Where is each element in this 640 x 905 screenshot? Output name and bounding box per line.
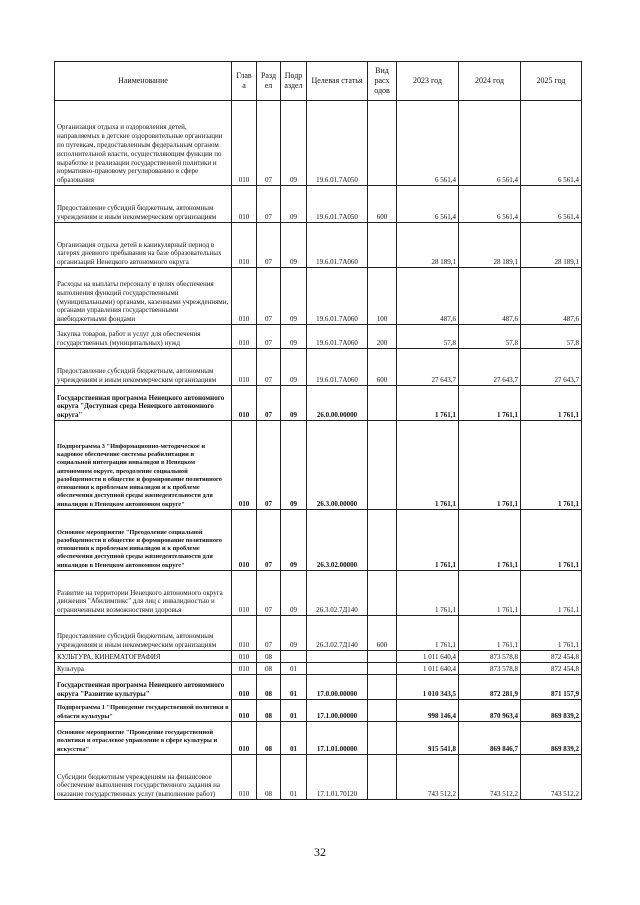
row-2023: 743 512,2 <box>397 755 459 800</box>
row-razdel: 07 <box>257 510 281 571</box>
row-name: Субсидии бюджетным учреждениям на финансовое обеспечение выполнения государственного задания на оказание государственных услуг (выполнение работ) <box>55 755 232 800</box>
row-2025: 743 512,2 <box>521 755 582 800</box>
row-vid <box>368 722 397 755</box>
row-vid <box>368 421 397 510</box>
row-razdel: 08 <box>257 722 281 755</box>
row-glava: 010 <box>232 651 257 663</box>
row-razdel: 07 <box>257 349 281 386</box>
row-statya: 26.0.00.00000 <box>307 386 368 421</box>
row-razdel: 07 <box>257 223 281 268</box>
row-razdel: 08 <box>257 755 281 800</box>
table-row <box>55 421 582 510</box>
row-2023: 998 146,4 <box>397 700 459 722</box>
table-row <box>55 386 582 421</box>
row-podrazdel: 01 <box>281 700 307 722</box>
row-name: КУЛЬТУРА, КИНЕМАТОГРАФИЯ <box>55 651 232 663</box>
row-name: Организация отдыха детей в каникулярный период в лагерях дневного пребывания на базе образовательных организаций Ненецкого автономного округа <box>55 223 232 268</box>
row-statya: 26.3.02.7Д140 <box>307 616 368 651</box>
row-2024: 28 189,1 <box>459 223 521 268</box>
row-2023: 915 541,8 <box>397 722 459 755</box>
row-2023: 6 561,4 <box>397 186 459 223</box>
row-2025: 1 761,1 <box>521 571 582 616</box>
row-vid <box>368 663 397 675</box>
header-podrazdel: Подр аздел <box>281 62 307 101</box>
row-name: Государственная программа Ненецкого автономного округа "Развитие культуры" <box>55 675 232 700</box>
row-2025: 872 454,8 <box>521 651 582 663</box>
table-row <box>55 663 582 675</box>
header-name: Наименование <box>55 62 232 101</box>
row-2025: 1 761,1 <box>521 421 582 510</box>
row-2025: 487,6 <box>521 268 582 325</box>
row-podrazdel: 09 <box>281 349 307 386</box>
row-name: Подпрограмма 1 "Проведение государственной политики в области культуры" <box>55 700 232 722</box>
row-razdel: 07 <box>257 571 281 616</box>
row-vid: 200 <box>368 325 397 349</box>
row-podrazdel: 09 <box>281 386 307 421</box>
row-2024: 6 561,4 <box>459 186 521 223</box>
row-vid <box>368 510 397 571</box>
row-2025: 872 454,8 <box>521 663 582 675</box>
row-2023: 27 643,7 <box>397 349 459 386</box>
row-2023: 1 011 640,4 <box>397 651 459 663</box>
row-razdel: 07 <box>257 325 281 349</box>
table-row <box>55 675 582 700</box>
row-2023: 1 761,1 <box>397 571 459 616</box>
row-2023: 1 761,1 <box>397 616 459 651</box>
row-2023: 487,6 <box>397 268 459 325</box>
row-statya: 17.1.00.00000 <box>307 700 368 722</box>
row-2024: 6 561,4 <box>459 101 521 186</box>
row-glava: 010 <box>232 386 257 421</box>
row-vid <box>368 386 397 421</box>
row-2025: 869 839,2 <box>521 700 582 722</box>
row-name: Организация отдыха и оздоровления детей, направляемых в детские оздоровительные организации по путевкам, предоставленным федеральным органом исполнительной власти, осуществляющим функции по выработке и реализации государственной политики и нормативно-правовому регулированию в сфере образования <box>55 101 232 186</box>
row-2023: 57,8 <box>397 325 459 349</box>
row-2024: 872 281,9 <box>459 675 521 700</box>
row-2025: 6 561,4 <box>521 101 582 186</box>
header-2024: 2024 год <box>459 62 521 101</box>
table-row <box>55 349 582 386</box>
row-razdel: 07 <box>257 616 281 651</box>
header-vid: Вид расх одов <box>368 62 397 101</box>
header-2025: 2025 год <box>521 62 582 101</box>
row-2023: 6 561,4 <box>397 101 459 186</box>
table-row <box>55 101 582 186</box>
row-2024: 57,8 <box>459 325 521 349</box>
row-vid: 600 <box>368 616 397 651</box>
row-podrazdel: 09 <box>281 186 307 223</box>
row-2025: 57,8 <box>521 325 582 349</box>
row-2024: 1 761,1 <box>459 571 521 616</box>
table-row <box>55 510 582 571</box>
row-glava: 010 <box>232 755 257 800</box>
page-number: 32 <box>314 845 326 859</box>
row-razdel: 07 <box>257 386 281 421</box>
budget-table <box>54 61 582 800</box>
row-glava: 010 <box>232 421 257 510</box>
row-podrazdel: 01 <box>281 722 307 755</box>
row-2023: 1 761,1 <box>397 510 459 571</box>
row-statya: 19.6.01.7А060 <box>307 223 368 268</box>
row-glava: 010 <box>232 268 257 325</box>
table-row <box>55 325 582 349</box>
row-2025: 869 839,2 <box>521 722 582 755</box>
row-2023: 1 010 343,5 <box>397 675 459 700</box>
row-vid: 100 <box>368 268 397 325</box>
row-name: Подпрограмма 3 "Информационно-методическое и кадровое обеспечение системы реабилитации и социальной интеграции инвалидов в Ненецком автономном округе, преодоление социальной разобщенности в обществе и формирование позитивного отношения к проблемам инвалидов и к проблеме обеспечения доступной среды жизнедеятельности для инвалидов в Ненецком автономном округе" <box>55 421 232 510</box>
row-2025: 1 761,1 <box>521 616 582 651</box>
header-razdel: Разд ел <box>257 62 281 101</box>
header-row <box>55 62 582 101</box>
row-2024: 27 643,7 <box>459 349 521 386</box>
row-statya: 26.3.00.00000 <box>307 421 368 510</box>
row-2025: 1 761,1 <box>521 510 582 571</box>
row-podrazdel <box>281 651 307 663</box>
row-2024: 487,6 <box>459 268 521 325</box>
row-statya: 26.3.02.00000 <box>307 510 368 571</box>
row-name: Основное мероприятие "Проведение государственной политики и отраслевое управление в сфере культуры и искусства" <box>55 722 232 755</box>
row-glava: 010 <box>232 700 257 722</box>
table-row <box>55 268 582 325</box>
row-statya: 19.6.01.7А060 <box>307 268 368 325</box>
row-name: Развитие на территории Ненецкого автономного округа движения "Абилимпикс" для лиц с инвалидностью и ограниченными возможностями здоровья <box>55 571 232 616</box>
row-podrazdel: 09 <box>281 510 307 571</box>
row-vid <box>368 651 397 663</box>
row-vid <box>368 571 397 616</box>
row-glava: 010 <box>232 101 257 186</box>
row-2024: 1 761,1 <box>459 616 521 651</box>
row-razdel: 07 <box>257 268 281 325</box>
row-name: Основное мероприятие "Преодоление социальной разобщенности в обществе и формирование позитивного отношения к проблемам инвалидов и к проблеме обеспечения доступной среды жизнедеятельности для инвалидов в Ненецком автономном округе" <box>55 510 232 571</box>
row-2025: 1 761,1 <box>521 386 582 421</box>
row-podrazdel: 09 <box>281 571 307 616</box>
row-glava: 010 <box>232 675 257 700</box>
row-2025: 28 189,1 <box>521 223 582 268</box>
row-podrazdel: 09 <box>281 223 307 268</box>
header-statya: Целевая статья <box>307 62 368 101</box>
table-row <box>55 722 582 755</box>
row-2023: 1 761,1 <box>397 421 459 510</box>
row-2025: 27 643,7 <box>521 349 582 386</box>
row-2025: 6 561,4 <box>521 186 582 223</box>
header-glava: Глав а <box>232 62 257 101</box>
row-2024: 869 846,7 <box>459 722 521 755</box>
row-2024: 1 761,1 <box>459 421 521 510</box>
row-statya: 19.6.01.7А050 <box>307 186 368 223</box>
row-razdel: 08 <box>257 700 281 722</box>
row-vid: 600 <box>368 186 397 223</box>
row-podrazdel: 01 <box>281 755 307 800</box>
table-row <box>55 755 582 800</box>
row-glava: 010 <box>232 349 257 386</box>
row-statya: 17.1.01.70120 <box>307 755 368 800</box>
row-razdel: 08 <box>257 675 281 700</box>
row-2023: 1 761,1 <box>397 386 459 421</box>
row-statya: 19.6.01.7А050 <box>307 101 368 186</box>
row-vid <box>368 700 397 722</box>
row-2023: 1 011 640,4 <box>397 663 459 675</box>
row-vid <box>368 675 397 700</box>
row-vid <box>368 101 397 186</box>
row-name: Предоставление субсидий бюджетным, автономным учреждениям и иным некоммерческим организациям <box>55 186 232 223</box>
row-glava: 010 <box>232 186 257 223</box>
table-row <box>55 571 582 616</box>
row-statya: 26.3.02.7Д140 <box>307 571 368 616</box>
row-2024: 873 578,8 <box>459 651 521 663</box>
row-statya: 17.1.01.00000 <box>307 722 368 755</box>
row-glava: 010 <box>232 663 257 675</box>
header-2023: 2023 год <box>397 62 459 101</box>
row-glava: 010 <box>232 510 257 571</box>
row-podrazdel: 01 <box>281 675 307 700</box>
table-row <box>55 186 582 223</box>
row-statya <box>307 663 368 675</box>
table-row <box>55 223 582 268</box>
row-2025: 871 157,9 <box>521 675 582 700</box>
row-statya: 19.6.01.7А060 <box>307 325 368 349</box>
row-glava: 010 <box>232 722 257 755</box>
row-glava: 010 <box>232 223 257 268</box>
row-razdel: 08 <box>257 663 281 675</box>
row-razdel: 07 <box>257 186 281 223</box>
row-glava: 010 <box>232 616 257 651</box>
row-2023: 28 189,1 <box>397 223 459 268</box>
row-glava: 010 <box>232 571 257 616</box>
row-razdel: 07 <box>257 421 281 510</box>
row-vid <box>368 223 397 268</box>
row-name: Закупка товаров, работ и услуг для обеспечения государственных (муниципальных) нужд <box>55 325 232 349</box>
row-statya <box>307 651 368 663</box>
row-2024: 1 761,1 <box>459 510 521 571</box>
row-name: Расходы на выплаты персоналу в целях обеспечения выполнения функций государственными (муниципальными) органами, казенными учреждениями, органами управления государственными внебюджетными фондами <box>55 268 232 325</box>
row-podrazdel: 01 <box>281 663 307 675</box>
row-name: Культура <box>55 663 232 675</box>
row-podrazdel: 09 <box>281 421 307 510</box>
row-2024: 743 512,2 <box>459 755 521 800</box>
row-podrazdel: 09 <box>281 268 307 325</box>
row-name: Предоставление субсидий бюджетным, автономным учреждениям и иным некоммерческим организациям <box>55 616 232 651</box>
row-vid <box>368 755 397 800</box>
table-row <box>55 700 582 722</box>
row-2024: 873 578,8 <box>459 663 521 675</box>
row-2024: 870 963,4 <box>459 700 521 722</box>
row-podrazdel: 09 <box>281 325 307 349</box>
row-statya: 19.6.01.7А060 <box>307 349 368 386</box>
row-glava: 010 <box>232 325 257 349</box>
row-name: Государственная программа Ненецкого автономного округа "Доступная среда Ненецкого автономного округа" <box>55 386 232 421</box>
table-row <box>55 651 582 663</box>
row-2024: 1 761,1 <box>459 386 521 421</box>
table-row <box>55 616 582 651</box>
row-name: Предоставление субсидий бюджетным, автономным учреждениям и иным некоммерческим организациям <box>55 349 232 386</box>
row-statya: 17.0.00.00000 <box>307 675 368 700</box>
row-razdel: 07 <box>257 101 281 186</box>
row-vid: 600 <box>368 349 397 386</box>
row-razdel: 08 <box>257 651 281 663</box>
row-podrazdel: 09 <box>281 101 307 186</box>
row-podrazdel: 09 <box>281 616 307 651</box>
